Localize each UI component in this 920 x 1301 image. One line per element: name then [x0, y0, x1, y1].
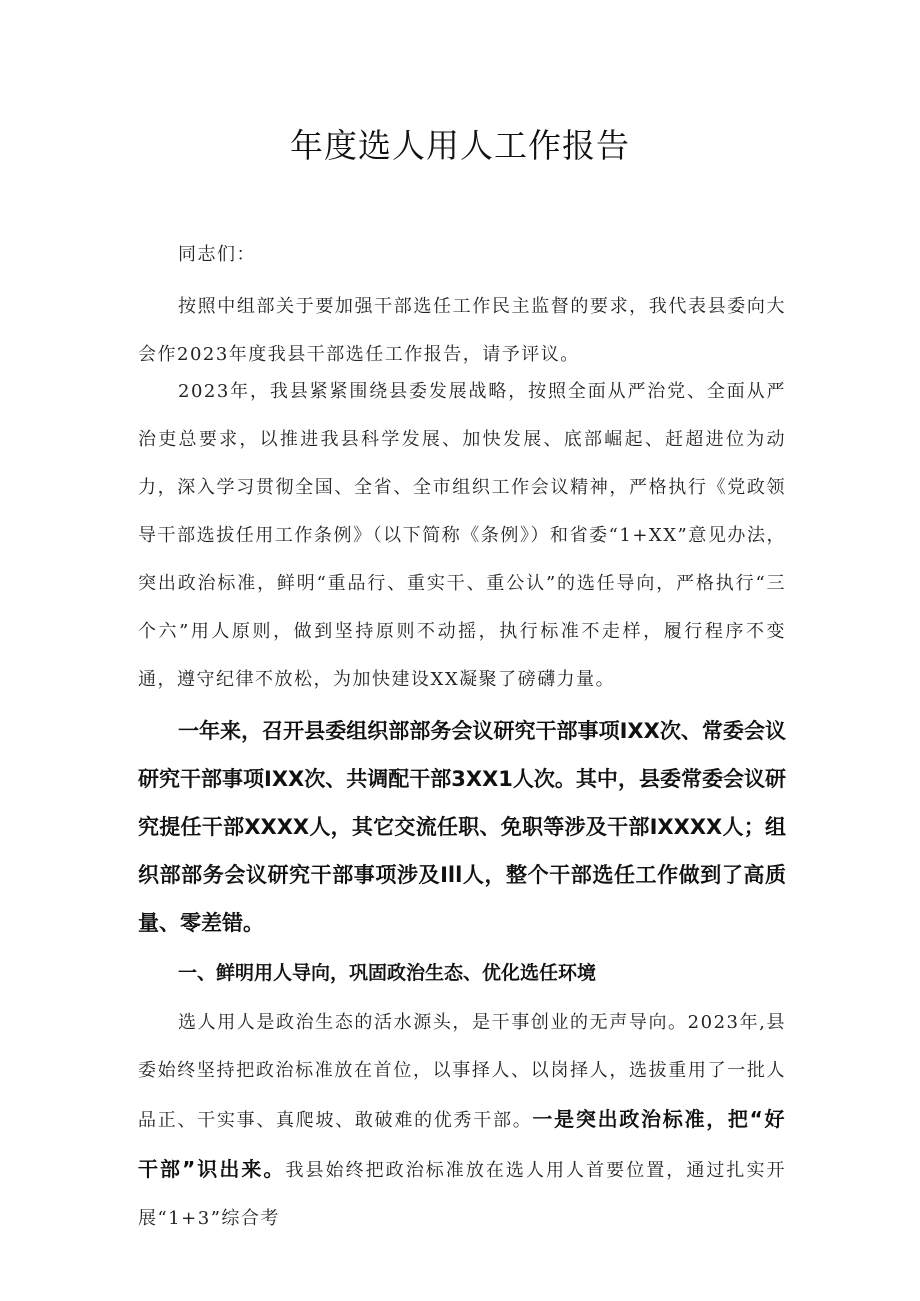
paragraph-overview: 2023年，我县紧紧围绕县委发展战略，按照全面从严治党、全面从严治吏总要求，以推进我县科学发展、加快发展、底部崛起、赶超进位为动力，深入学习贯彻全国、全省、全市组织工作会议精神，严格执行《党政领导干部选拔任用工作条例》（以下简称《条例》）和省委“1+XX”意见办法，突出政治标准，鲜明“重品行、重实干、重公认”的选任导向，严格执行“三个六”用人原则，做到坚持原则不动摇，执行标准不走样，履行程序不变通，遵守纪律不放松，为加快建设XX凝聚了磅礴力量。	[138, 381, 786, 690]
paragraph-section-1	[138, 999, 786, 1243]
section-heading-1: 一、鲜明用人导向，巩固政治生态、优化选任环境	[178, 962, 597, 984]
paragraph-statistics: 一年来，召开县委组织部部务会议研究干部事项IXX次、常委会议研究干部事项IXX次、共调配干部3XX1人次。其中，县委常委会议研究提任干部XXXX人，其它交流任职、免职等涉及干部IXXXX人；组织部部务会议研究干部事项涉及Ill人，整个干部选任工作做到了高质量、零差错。	[138, 719, 786, 935]
salutation: 同志们：	[178, 244, 256, 265]
paragraph-section-1-bold: 一是突出政治标准，把“好干部”识出来。	[138, 1107, 786, 1181]
paragraph-section-1-text: 选人用人是政治生态的活水源头，是干事创业的无声导向。2023年,县委始终坚持把政治标准放在首位，以事择人、以岗择人，选拔重用了一批人品正、干实事、真爬坡、敢破难的优秀干部。	[138, 1012, 786, 1131]
document-title: 年度选人用人工作报告	[290, 126, 630, 165]
paragraph-section-1-continued: 我县始终把政治标准放在选人用人首要位置，通过扎实开展“1+3”综合考	[138, 1160, 786, 1229]
paragraph-intro: 按照中组部关于要加强干部选任工作民主监督的要求，我代表县委向大会作2023年度我县干部选任工作报告，请予评议。	[138, 296, 786, 365]
